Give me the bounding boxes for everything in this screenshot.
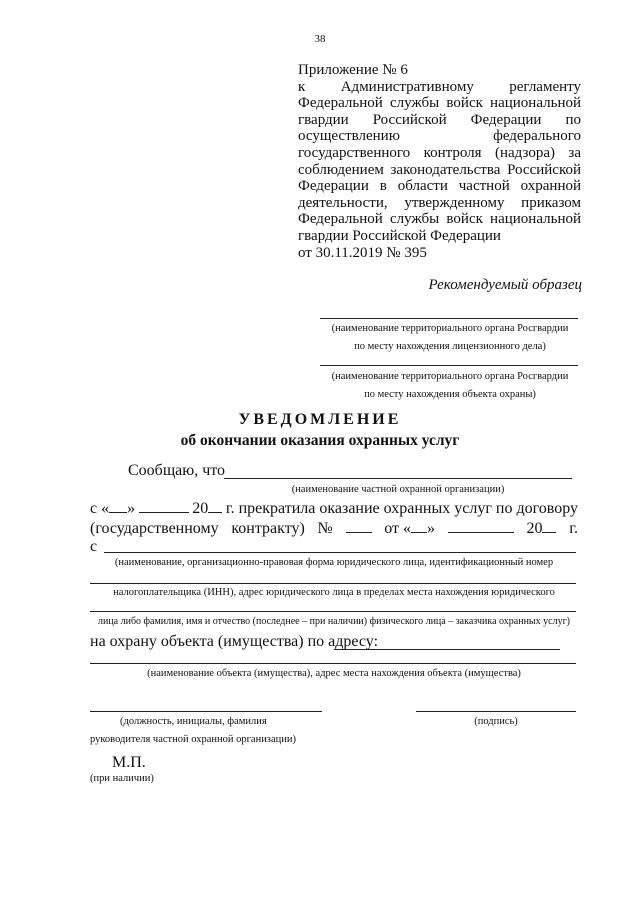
text-fragment: (государственному <box>90 520 219 537</box>
customer-caption-1: (наименование, организационно-правовая форма юридического лица, идентификационный номер <box>114 557 554 568</box>
addressee-caption-1 <box>310 320 590 356</box>
appendix-line: гвардии Российской Федерации по <box>298 111 581 128</box>
text-fragment <box>384 518 435 538</box>
stamp-label: М.П. <box>112 754 146 771</box>
text-fragment: от « <box>384 520 412 537</box>
text-fragment <box>526 518 556 538</box>
text-fragment: г. прекратила оказание охранных услуг по договору <box>225 500 578 517</box>
caption-text: (наименование территориального органа Росгвардии <box>331 371 569 382</box>
inform-label: Сообщаю, что <box>128 462 226 479</box>
appendix-line: государственного контроля (надзора) за <box>298 144 581 161</box>
protect-label: на охрану объекта (имущества) по адресу: <box>90 633 379 650</box>
text-fragment: » <box>427 520 436 537</box>
appendix-line: Федеральной службы войск национальной <box>298 95 581 112</box>
text-fragment: с <box>90 538 98 555</box>
document-title: УВЕДОМЛЕНИЕ <box>238 411 402 428</box>
text-fragment: контракту) <box>231 520 305 537</box>
contract-day-blank <box>411 518 427 533</box>
appendix-line: гвардии Российской Федерации <box>298 227 501 244</box>
contract-row <box>90 518 578 538</box>
protect-address-line <box>334 649 560 650</box>
appendix-line: к Административному регламенту <box>298 78 581 95</box>
day-blank <box>109 498 127 513</box>
org-name-line <box>224 478 572 479</box>
text-fragment: г. <box>569 520 578 537</box>
position-caption <box>90 713 322 749</box>
contract-number-blank <box>346 518 372 533</box>
text-fragment: № <box>317 520 333 537</box>
text-fragment: с « <box>90 500 110 517</box>
text-fragment: 20 <box>526 520 543 537</box>
termination-row <box>90 498 578 518</box>
caption-text: (наименование территориального органа Росгвардии <box>331 323 569 334</box>
text-fragment: » <box>127 500 136 517</box>
object-line <box>90 663 576 664</box>
customer-caption-3: лица либо фамилия, имя и отчество (последнее – при наличии) физического лица – заказчика охранных услуг) <box>97 616 571 627</box>
object-caption: (наименование объекта (имущества), адрес места нахождения объекта (имущества) <box>147 668 521 679</box>
signature-line <box>416 711 576 712</box>
inform-row <box>128 462 225 480</box>
year-blank <box>208 498 222 513</box>
stamp-note: (при наличии) <box>90 773 154 784</box>
customer-line-3 <box>90 611 576 612</box>
caption-text: по месту нахождения лицензионного дела) <box>354 341 546 352</box>
contract-year-blank <box>542 518 556 533</box>
appendix-line: Приложение № 6 <box>298 62 408 78</box>
text-fragment <box>192 498 222 518</box>
addressee-caption-2 <box>310 368 590 404</box>
appendix-line: Федеральной службы войск национальной <box>298 211 581 228</box>
page-number: 38 <box>314 33 326 45</box>
appendix-line: Федерации в области частной охранной <box>298 178 581 195</box>
org-name-caption: (наименование частной охранной организации) <box>291 484 505 495</box>
recommended-sample-label: Рекомендуемый образец <box>428 277 582 293</box>
appendix-line: деятельности, утвержденному приказом <box>298 194 581 211</box>
addressee-line-2 <box>320 365 578 366</box>
appendix-line: соблюдением законодательства Российской <box>298 161 581 178</box>
customer-caption-2: налогоплательщика (ИНН), адрес юридического лица в пределах места нахождения юридического <box>113 587 555 598</box>
caption-text: (должность, инициалы, фамилия <box>120 716 267 727</box>
caption-text: по месту нахождения объекта охраны) <box>364 389 536 400</box>
signature-caption: (подпись) <box>474 716 518 727</box>
document-subtitle: об окончании оказания охранных услуг <box>180 432 460 449</box>
month-blank <box>139 498 189 513</box>
position-line <box>90 711 322 712</box>
customer-line-1 <box>104 552 576 553</box>
text-fragment <box>90 498 135 518</box>
appendix-line: от 30.11.2019 № 395 <box>298 244 427 261</box>
appendix-line: осуществлению федерального <box>298 128 581 145</box>
appendix-block <box>298 62 581 261</box>
text-fragment: 20 <box>192 500 209 517</box>
caption-text: руководителя частной охранной организации) <box>90 734 296 745</box>
addressee-line-1 <box>320 318 578 319</box>
contract-month-blank <box>448 518 514 533</box>
